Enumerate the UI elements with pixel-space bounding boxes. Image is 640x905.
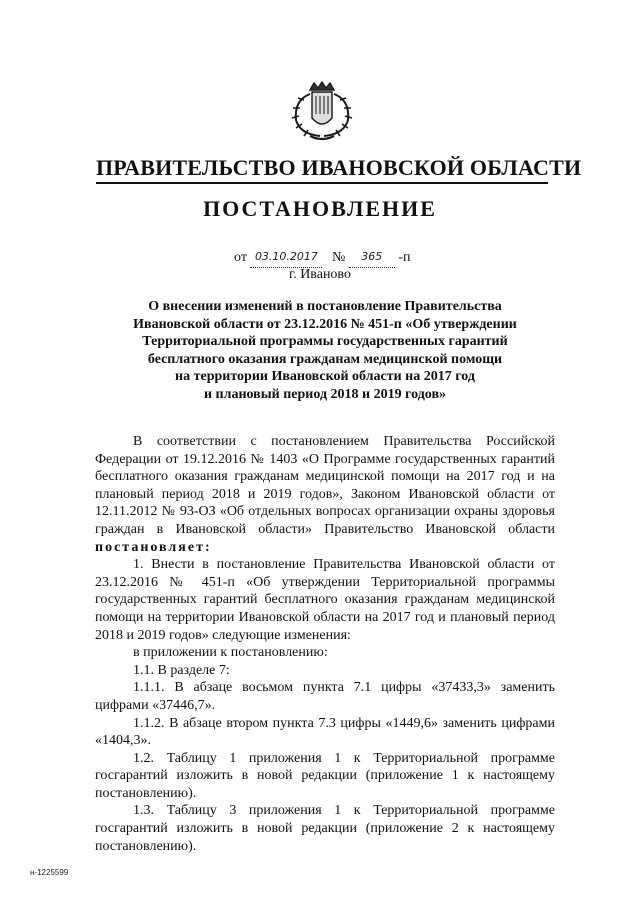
subject-line: бесплатного оказания гражданам медицинской помощи (147, 351, 503, 367)
document-type-title: ПОСТАНОВЛЕНИЕ (203, 196, 437, 221)
document-city: г. Иваново (289, 267, 351, 282)
item-paragraph: в приложении к постановлению: (133, 645, 328, 661)
document-subject (95, 298, 555, 403)
document-reference (234, 247, 410, 267)
item-paragraph: 1. Внести в постановление Правительства Ивановской области от 23.12.2016 № 451-п «Об утверждении Территориальной программы государственных гарантий бесплатного оказания гражданам медицинской помощи на территории Ивановской области на 2017 год и плановый период 2018 и 2019 годов» следующие изменения: (95, 557, 555, 643)
subject-line: на территории Ивановской области на 2017 год (175, 369, 475, 384)
subject-line: и плановый период 2018 и 2019 годов» (203, 386, 447, 402)
number-suffix: -п (398, 250, 411, 265)
document-number: 365 (349, 247, 395, 268)
item-paragraph: 1.1.1. В абзаце восьмом пункта 7.1 цифры «37433,3» заменить цифрами «37446,7». (95, 680, 555, 713)
preamble-text: В соответствии с постановлением Правительства Российской Федерации от 19.12.2016 № 1403 «О Программе государственных гарантий бесплатного оказания гражданам медицинской помощи на 2017 год и на плановый период 2018 и 2019 годов», Законом Ивановской области от 12.11.2012 № 93-ОЗ «Об отдельных вопросах организации охраны здоровья граждан в Ивановской области» Правительство Ивановской области (95, 434, 555, 537)
subject-line: Ивановской области от 23.12.2016 № 451-п «Об утверждении (133, 316, 517, 332)
document-date: 03.10.2017 (250, 247, 322, 268)
date-prefix: от (234, 250, 247, 265)
ivanovo-coat-of-arms-icon (284, 80, 360, 144)
item-paragraph: 1.1.2. В абзаце втором пункта 7.3 цифры «1449,6» заменить цифрами «1404,3». (95, 715, 555, 749)
item-paragraph: 1.2. Таблицу 1 приложения 1 к Территориальной программе госгарантий изложить в новой редакции (приложение 1 к настоящему постановлению). (95, 750, 555, 801)
organization-title: ПРАВИТЕЛЬСТВО ИВАНОВСКОЙ ОБЛАСТИ (96, 155, 582, 180)
item-paragraph: 1.3. Таблицу 3 приложения 1 к Территориальной программе госгарантий изложить в новой редакции (приложение 2 к настоящему постановлению). (95, 803, 555, 854)
document-body (95, 433, 555, 855)
subject-line: Территориальной программы государственных гарантий (142, 334, 508, 349)
subject-line: О внесении изменений в постановление Правительства (148, 299, 502, 314)
footer-code: н-1225599 (30, 868, 69, 877)
title-underline (96, 182, 548, 184)
preamble-paragraph (95, 433, 555, 556)
item-paragraph: 1.1. В разделе 7: (133, 662, 230, 678)
number-prefix: № (331, 250, 346, 265)
decree-word: постановляет: (95, 539, 212, 555)
